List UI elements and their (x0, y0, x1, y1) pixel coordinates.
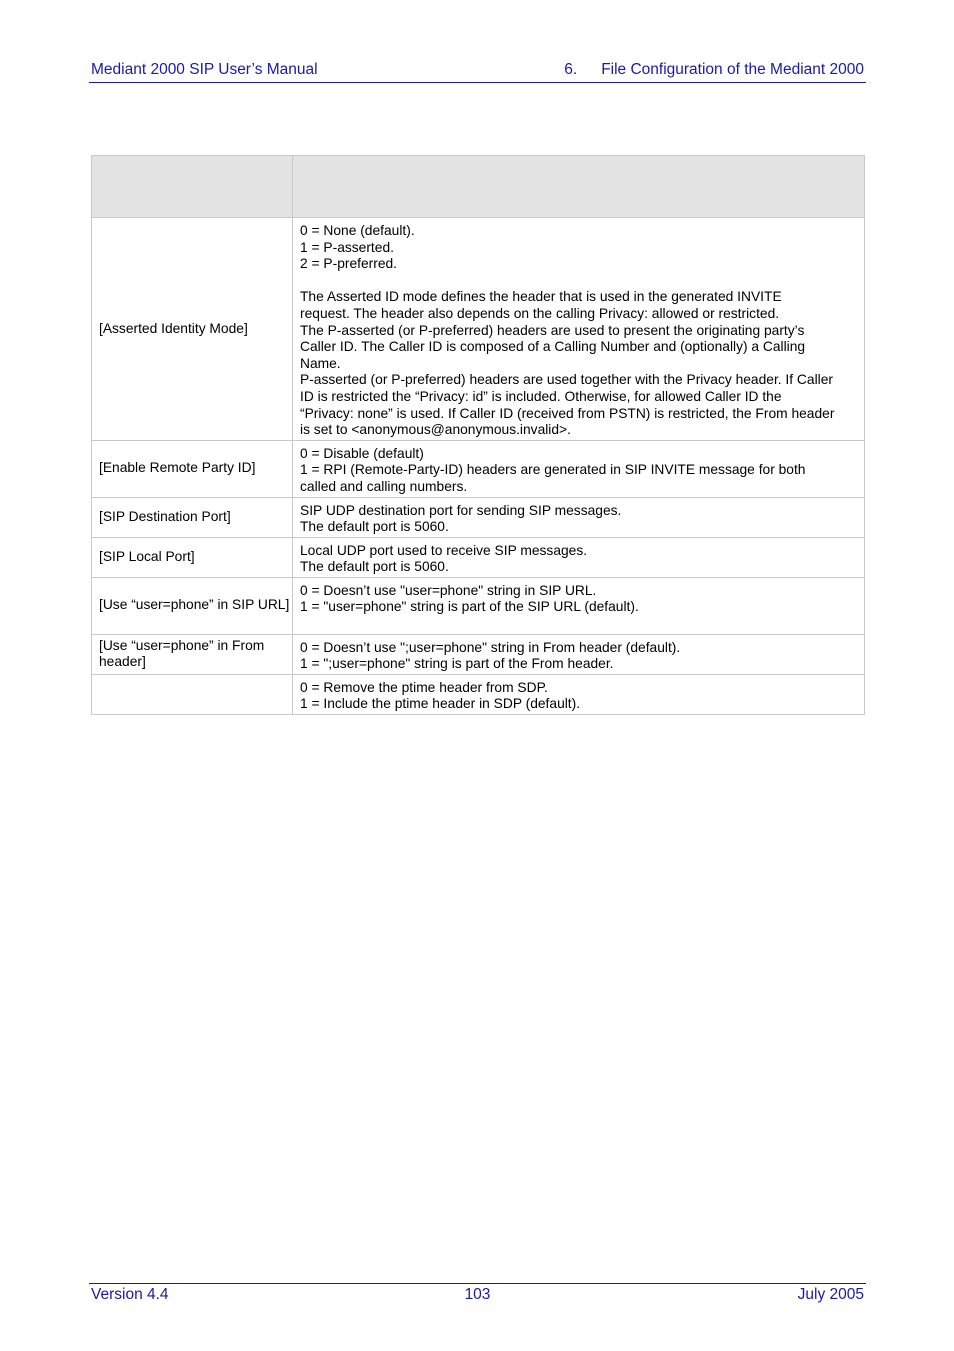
description-line: called and calling numbers. (300, 478, 468, 494)
parameter-name-cell (92, 218, 293, 441)
description-line: 2 = P-preferred. (300, 256, 398, 272)
description-line: The Asserted ID mode defines the header that is used in the generated INVITE (300, 289, 782, 305)
header-cell-description (293, 156, 865, 218)
parameter-description-cell (293, 577, 865, 634)
footer-date: July 2005 (797, 1286, 864, 1303)
description-line: The default port is 5060. (300, 519, 449, 535)
table-header-row (92, 156, 865, 218)
description-line: request. The header also depends on the calling Privacy: allowed or restricted. (300, 305, 780, 321)
description-line: P-asserted (or P-preferred) headers are used together with the Privacy header. If Caller (300, 372, 833, 388)
description-line: Name. (300, 355, 341, 371)
parameter-name-cell (92, 674, 293, 714)
table-row (92, 634, 865, 674)
parameter-description-cell (293, 497, 865, 537)
parameter-name-cell (92, 634, 293, 674)
parameter-name: [Asserted Identity Mode] (99, 320, 248, 336)
parameter-name-cell (92, 440, 293, 497)
parameter-description-cell (293, 674, 865, 714)
description-line: 1 = Include the ptime header in SDP (default). (300, 696, 581, 712)
section-number: 6. (564, 61, 578, 78)
table-row (92, 218, 865, 441)
section-heading (564, 61, 864, 79)
parameter-name-cell (92, 577, 293, 634)
description-line: 0 = Doesn’t use "user=phone" string in SIP URL. (300, 582, 597, 598)
description-line: SIP UDP destination port for sending SIP messages. (300, 502, 622, 518)
parameter-table (91, 155, 865, 715)
parameter-name: [Use “user=phone” in SIP URL] (99, 597, 290, 613)
description-line: Caller ID. The Caller ID is composed of a Calling Number and (optionally) a Calling (300, 339, 806, 355)
description-line (300, 616, 860, 633)
table-row (92, 674, 865, 714)
footer-version: Version 4.4 (91, 1286, 169, 1303)
description-line: “Privacy: none” is used. If Caller ID (received from PSTN) is restricted, the From header (300, 405, 835, 421)
parameter-description-cell (293, 537, 865, 577)
parameter-name: [Use “user=phone” in From header] (99, 637, 265, 670)
parameter-name: [Enable Remote Party ID] (99, 460, 256, 476)
description-line: Local UDP port used to receive SIP messages. (300, 542, 588, 558)
description-line: 1 = RPI (Remote-Party-ID) headers are generated in SIP INVITE message for both (300, 462, 806, 478)
description-line: 0 = None (default). (300, 223, 415, 238)
parameter-name-cell (92, 497, 293, 537)
description-line: 1 = "user=phone" string is part of the SIP URL (default). (300, 599, 639, 615)
description-line (300, 273, 860, 290)
parameter-description-cell (293, 440, 865, 497)
page-footer (89, 1283, 866, 1306)
parameter-description-cell (293, 634, 865, 674)
description-line: 1 = P-asserted. (300, 239, 394, 255)
header-cell-parameter (92, 156, 293, 218)
description-line: is set to <anonymous@anonymous.invalid>. (300, 422, 571, 438)
page-header (89, 60, 866, 83)
description-line: The P-asserted (or P-preferred) headers are used to present the originating party’s (300, 322, 805, 338)
parameter-name: [SIP Local Port] (99, 548, 195, 564)
table-row (92, 497, 865, 537)
description-line: 0 = Doesn’t use ";user=phone" string in From header (default). (300, 639, 681, 655)
table-row (92, 440, 865, 497)
description-line: 0 = Remove the ptime header from SDP. (300, 679, 548, 695)
parameter-name-cell (92, 537, 293, 577)
manual-title: Mediant 2000 SIP User’s Manual (91, 61, 318, 78)
description-line: The default port is 5060. (300, 559, 449, 575)
parameter-name: [SIP Destination Port] (99, 508, 231, 524)
description-line: 1 = ";user=phone" string is part of the From header. (300, 656, 614, 672)
footer-page-number: 103 (464, 1286, 491, 1303)
description-line: 0 = Disable (default) (300, 445, 424, 461)
table-row (92, 537, 865, 577)
description-line: ID is restricted the “Privacy: id” is included. Otherwise, for allowed Caller ID the (300, 388, 782, 404)
section-title: File Configuration of the Mediant 2000 (601, 61, 864, 78)
table-row (92, 577, 865, 634)
parameter-description-cell (293, 218, 865, 441)
